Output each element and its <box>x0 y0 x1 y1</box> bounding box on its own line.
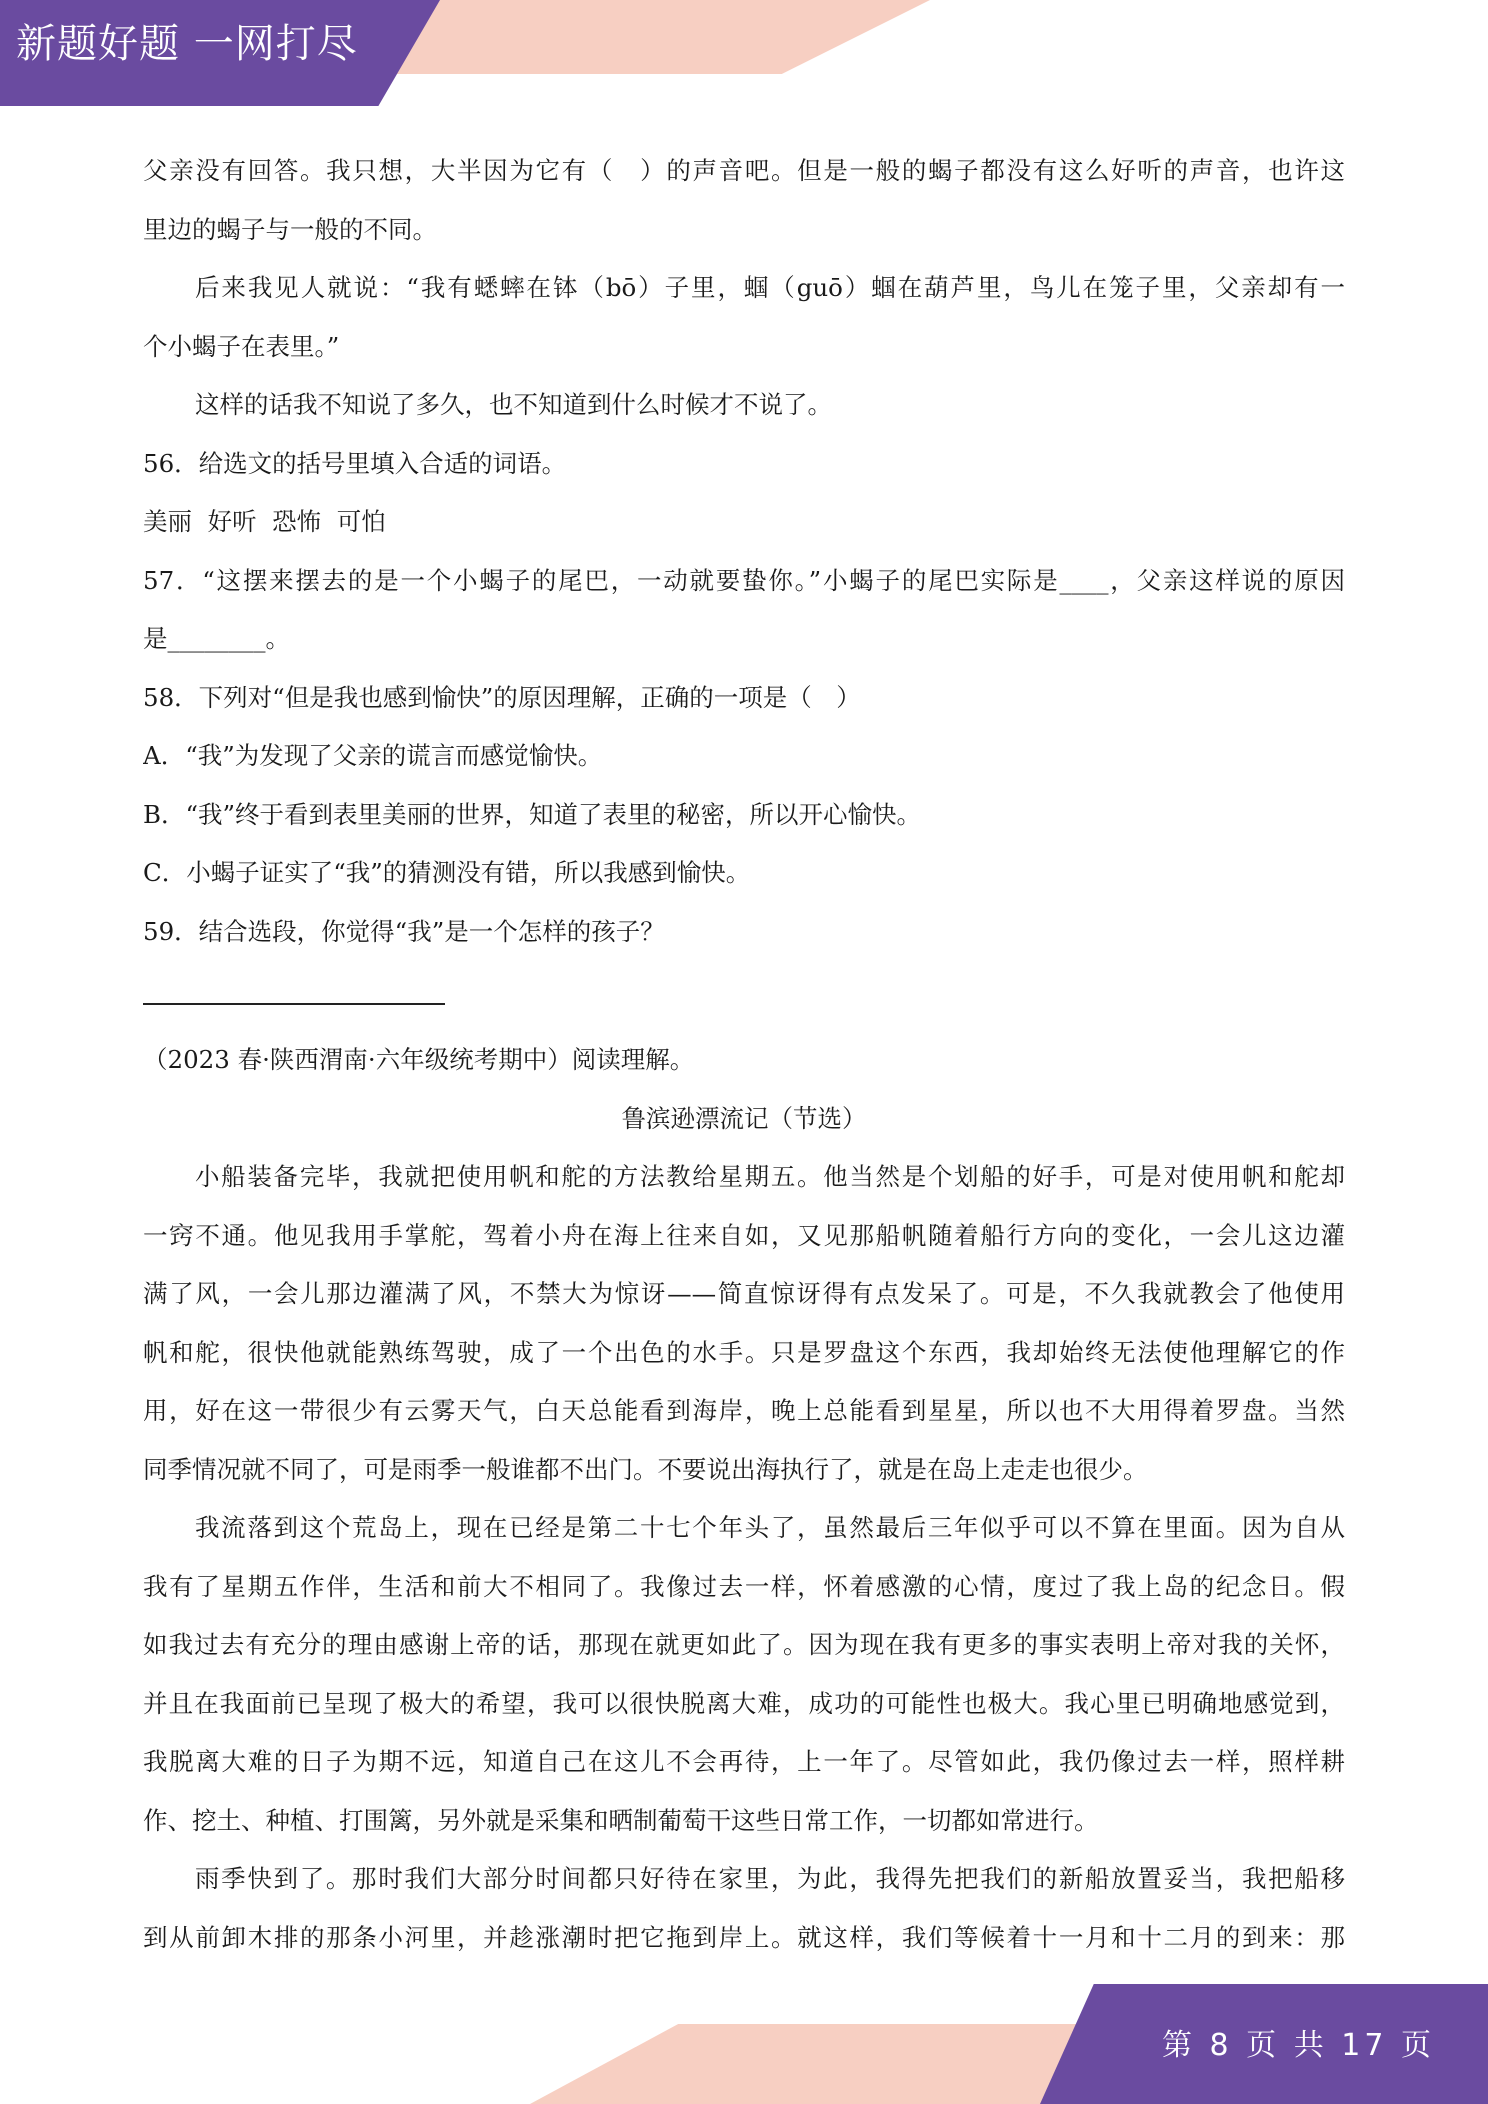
section2-line: 雨季快到了。那时我们大部分时间都只好待在家里，为此，我得先把我们的新船放置妥当，我把船移 <box>195 1864 1345 1893</box>
section2-line: 满了风，一会儿那边灌满了风，不禁大为惊讶——简直惊讶得有点发呆了。可是，不久我就教会了他使用 <box>143 1279 1345 1308</box>
section2-line: 我流落到这个荒岛上，现在已经是第二十七个年头了，虽然最后三年似乎可以不算在里面。因为自从 <box>195 1513 1345 1542</box>
passage1-line: 这样的话我不知说了多久，也不知道到什么时候才不说了。 <box>195 390 832 419</box>
question-58-option-c: C．小蝎子证实了“我”的猜测没有错，所以我感到愉快。 <box>143 858 751 887</box>
section2-line: 并且在我面前已呈现了极大的希望，我可以很快脱离大难，成功的可能性也极大。我心里已明确地感觉到， <box>143 1688 1345 1718</box>
header-title: 新题好题 一网打尽 <box>16 21 358 67</box>
section2-line: 帆和舵，很快他就能熟练驾驶，成了一个出色的水手。只是罗盘这个东西，我却始终无法使他理解它的作 <box>143 1337 1345 1367</box>
question-57: 57．“这摆来摆去的是一个小蝎子的尾巴，一动就要蛰你。”小蝎子的尾巴实际是____，父亲这样说的原因 <box>143 565 1345 595</box>
page-content <box>143 142 1345 1967</box>
section2-line: 用，好在这一带很少有云雾天气，白天总能看到海岸，晚上总能看到星星，所以也不大用得着罗盘。当然 <box>143 1396 1345 1425</box>
section2-line: 小船装备完毕，我就把使用帆和舵的方法教给星期五。他当然是个划船的好手，可是对使用帆和舵却 <box>195 1162 1345 1191</box>
section2-line: 我脱离大难的日子为期不远，知道自己在这儿不会再待，上一年了。尽管如此，我仍像过去一样，照样耕 <box>143 1747 1345 1776</box>
section2-line: 我有了星期五作伴，生活和前大不相同了。我像过去一样，怀着感激的心情，度过了我上岛的纪念日。假 <box>143 1571 1345 1601</box>
question-56-options: 美丽 好听 恐怖 可怕 <box>143 507 386 536</box>
question-58-option-a: A．“我”为发现了父亲的谎言而感觉愉快。 <box>143 741 603 770</box>
passage1-line: 里边的蝎子与一般的不同。 <box>143 214 437 244</box>
section2-line: 到从前卸木排的那条小河里，并趁涨潮时把它拖到岸上。就这样，我们等候着十一月和十二月的到来：那 <box>143 1922 1345 1952</box>
header-accent-stripe <box>360 0 930 74</box>
question-58-option-b: B．“我”终于看到表里美丽的世界，知道了表里的秘密，所以开心愉快。 <box>143 799 922 829</box>
passage1-line: 父亲没有回答。我只想，大半因为它有（ ）的声音吧。但是一般的蝎子都没有这么好听的声音，也许这 <box>143 156 1345 185</box>
section2-line: 作、挖土、种植、打围篱，另外就是采集和晒制葡萄干这些日常工作，一切都如常进行。 <box>143 1805 1099 1835</box>
section2-line: 一窍不通。他见我用手掌舵，驾着小舟在海上往来自如，又见那船帆随着船行方向的变化，一会儿这边灌 <box>143 1220 1345 1250</box>
question-56: 56．给选文的括号里填入合适的词语。 <box>143 448 567 478</box>
footer-accent-stripe <box>530 2024 1100 2104</box>
section2-source: （2023 春·陕西渭南·六年级统考期中）阅读理解。 <box>143 1045 695 1074</box>
passage1-line: 个小蝎子在表里。” <box>143 331 340 361</box>
question-59: 59．结合选段，你觉得“我”是一个怎样的孩子？ <box>143 916 665 946</box>
answer-line <box>143 1003 445 1005</box>
question-57-continued: 是________。 <box>143 624 290 653</box>
section2-title: 鲁滨逊漂流记（节选） <box>621 1103 867 1133</box>
section2-line: 如我过去有充分的理由感谢上帝的话，那现在就更如此了。因为现在我有更多的事实表明上帝对我的关怀， <box>143 1630 1345 1659</box>
section2-line: 同季情况就不同了，可是雨季一般谁都不出门。不要说出海执行了，就是在岛上走走也很少。 <box>143 1454 1148 1484</box>
passage1-line: 后来我见人就说：“我有蟋蟀在钵（bō）子里，蝈（guō）蝈在葫芦里，鸟儿在笼子里，父亲却有一 <box>195 273 1345 302</box>
page-number: 第 8 页 共 17 页 <box>1162 2028 1435 2063</box>
question-58: 58．下列对“但是我也感到愉快”的原因理解，正确的一项是（ ） <box>143 682 861 712</box>
